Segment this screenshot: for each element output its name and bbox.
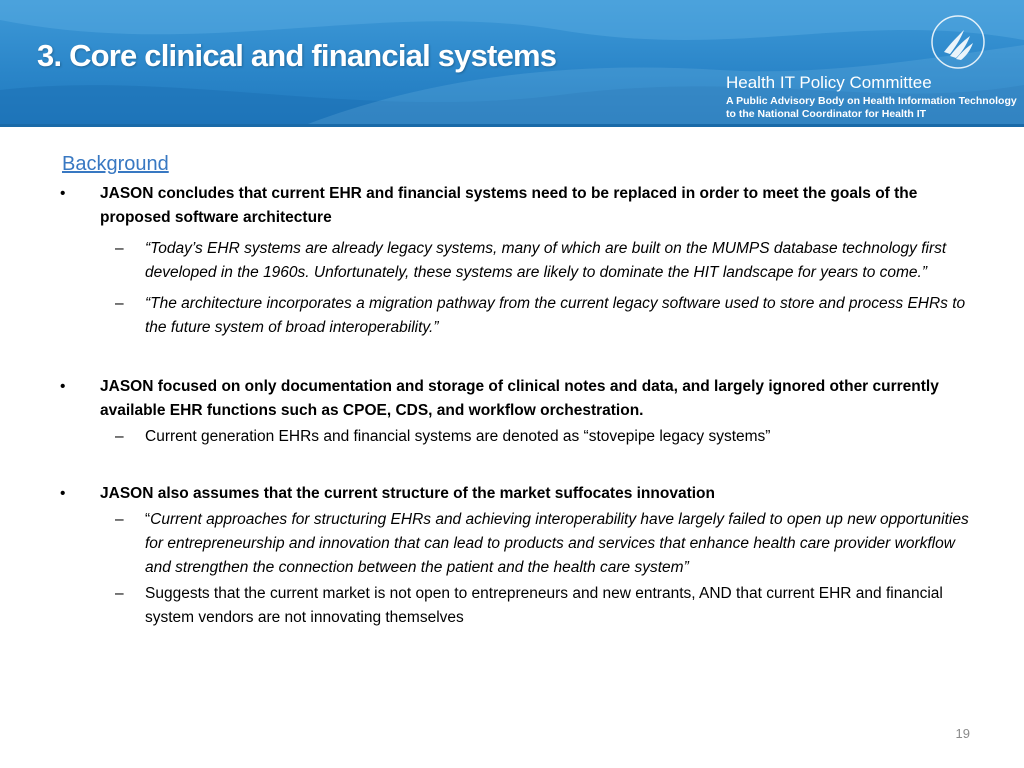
bullet-text: JASON also assumes that the current structure of the market suffocates innovation (100, 485, 715, 502)
bullet-text: JASON concludes that current EHR and financial systems need to be replaced in order to meet the goals of the proposed software architecture (100, 185, 918, 226)
org-tagline-1: A Public Advisory Body on Health Information Technology (726, 95, 1017, 107)
open-quote: “ (145, 511, 151, 528)
sub-bullet-item (60, 425, 970, 449)
page-number: 19 (955, 726, 970, 741)
dash-icon: – (115, 240, 124, 257)
bullet-icon: • (60, 485, 66, 502)
sub-bullet-text: “The architecture incorporates a migration pathway from the current legacy software used to store and process EHRs to the future system of broad interoperability.” (145, 295, 966, 336)
spacer (60, 340, 970, 375)
slide-body (60, 153, 970, 630)
sub-bullet-item (60, 292, 970, 340)
org-name: Health IT Policy Committee (726, 73, 932, 92)
spacer (60, 449, 970, 482)
sub-bullet-item (60, 508, 970, 580)
section-heading: Background (62, 153, 169, 175)
bullet-item (60, 182, 970, 230)
sub-bullet-item (60, 582, 970, 630)
bullet-icon: • (60, 185, 66, 202)
bullet-text: JASON focused on only documentation and storage of clinical notes and data, and largely ignored other currently available EHR functions such as CPOE, CDS, and workflow orchestration. (100, 378, 939, 419)
dash-icon: – (115, 295, 124, 312)
sub-bullet-text: Suggests that the current market is not open to entrepreneurs and new entrants, AND that current EHR and financial system vendors are not innovating themselves (145, 585, 943, 626)
sub-bullet-text: Current generation EHRs and financial systems are denoted as “stovepipe legacy systems” (145, 428, 771, 445)
sub-bullet-item (60, 237, 970, 285)
bullet-item (60, 375, 970, 423)
dash-icon: – (115, 428, 124, 445)
bullet-icon: • (60, 378, 66, 395)
slide-title: 3. Core clinical and financial systems (37, 38, 557, 73)
header-divider (0, 124, 1024, 127)
sub-bullet-text: Current approaches for structuring EHRs and achieving interoperability have largely failed to open up new opportunities for entrepreneurship and innovation that can lead to products and services that enhance health care provider workflow and strengthen the connection between the patient and the health care system” (145, 511, 969, 576)
dash-icon: – (115, 585, 124, 602)
org-tagline-2: to the National Coordinator for Health IT (726, 108, 927, 120)
bullet-item (60, 482, 970, 506)
sub-bullet-text: “Today’s EHR systems are already legacy systems, many of which are built on the MUMPS database technology first developed in the 1960s. Unfortunately, these systems are likely to dominate the HIT landscape for years to come.” (145, 240, 947, 281)
slide-header (0, 0, 1024, 127)
dash-icon: – (115, 511, 124, 528)
hhs-eagle-icon (930, 14, 986, 70)
